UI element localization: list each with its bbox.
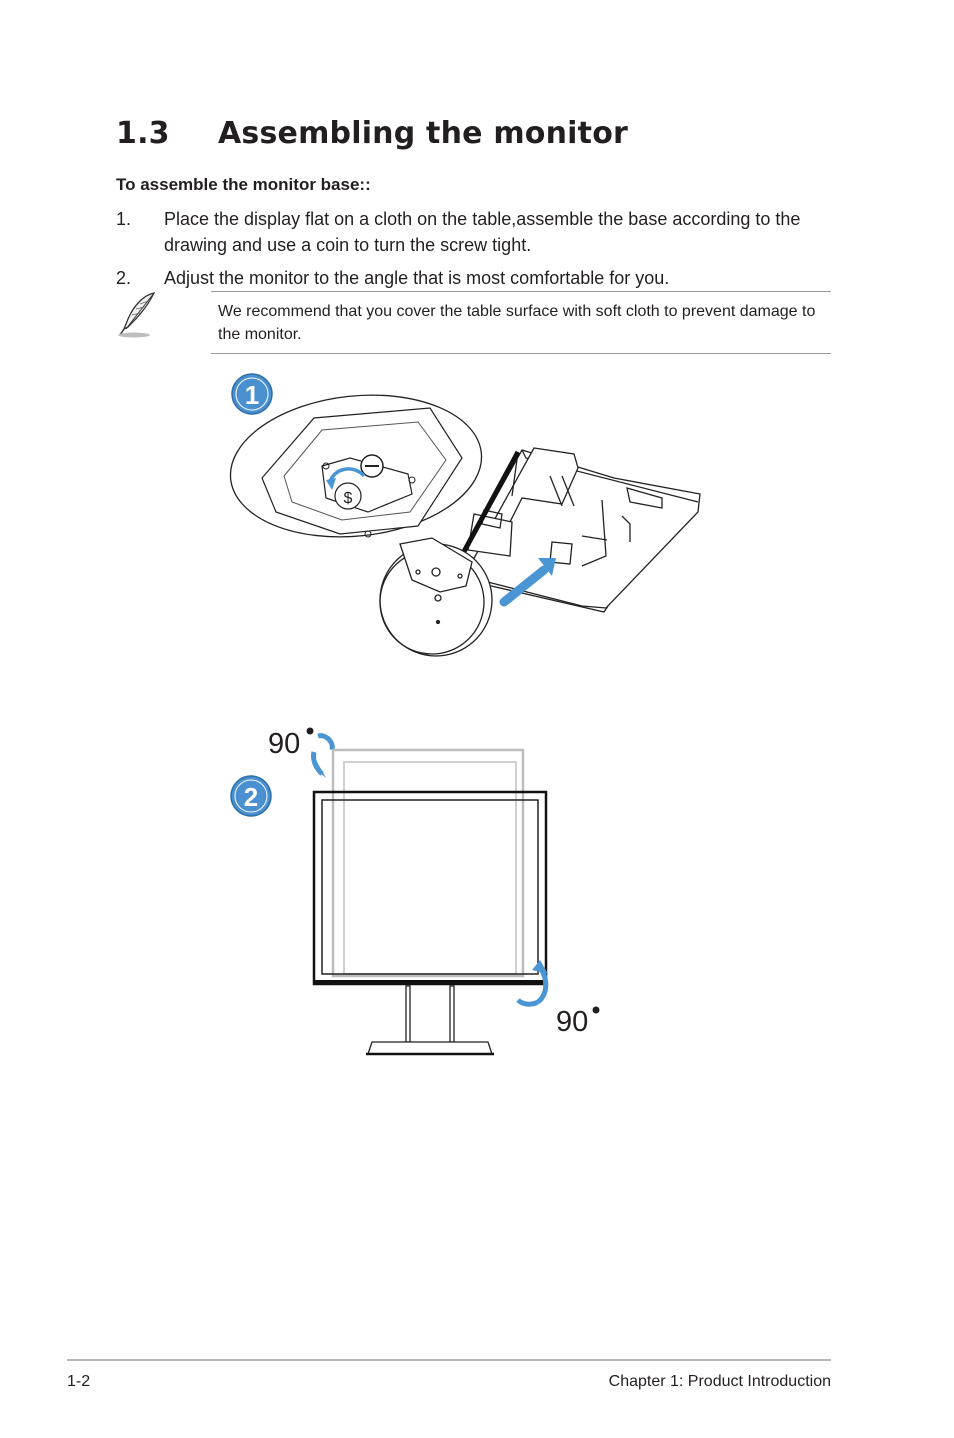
degree-mark [307,728,314,735]
step-1 [116,206,831,258]
section-title: Assembling the monitor [218,116,629,151]
step-badge-1 [232,374,272,414]
note-bottom-rule [211,353,831,354]
pivot-figure [222,720,612,1065]
step-number: 1. [116,209,132,229]
angle-label-bottom: 90 [556,1006,589,1038]
footer-rule [67,1359,831,1361]
feather-pen-icon [114,289,160,339]
step-text: Place the display flat on a cloth on the table,assemble the base according to the drawing and use a coin to turn the screw tight. [164,209,801,255]
degree-mark [593,1007,600,1014]
rotated-outline-inner [344,762,516,974]
badge-label: 2 [243,782,259,812]
monitor-front-illustration [314,792,546,1054]
step-text: Adjust the monitor to the angle that is most comfortable for you. [164,268,670,288]
step-number: 2. [116,268,132,288]
rotated-outline-outer [333,750,523,976]
angle-label-top: 90 [268,728,301,760]
section-number: 1.3 [116,116,170,151]
procedure-title: To assemble the monitor base:: [116,175,371,194]
section-heading [116,116,628,151]
badge-label: 1 [244,380,260,410]
page-number: 1-2 [67,1373,91,1390]
step-badge-2 [231,776,271,816]
rotate-arrow-top-icon [318,736,332,750]
note-top-rule [211,291,831,292]
svg-text:$: $ [343,490,353,507]
step-2 [116,265,831,291]
base-assembly-figure [222,366,702,662]
chapter-title: Chapter 1: Product Introduction [608,1373,831,1390]
note-text: We recommend that you cover the table surface with soft cloth to prevent damage to the monitor. [218,303,816,343]
